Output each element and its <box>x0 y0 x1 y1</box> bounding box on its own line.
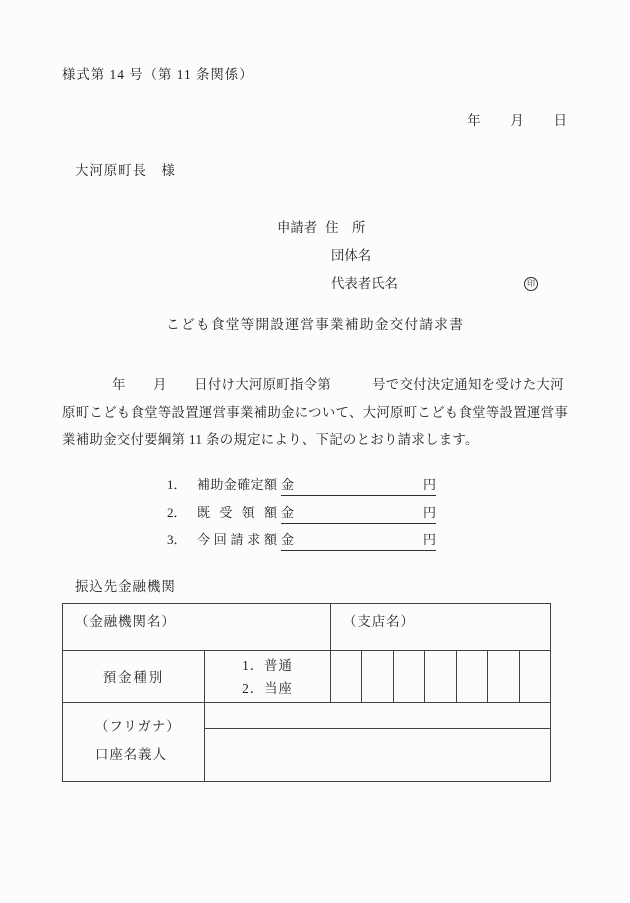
amount-suffix: 円 <box>422 504 436 520</box>
bank-table <box>62 603 551 782</box>
bank-name-row <box>63 604 550 651</box>
deposit-option-ordinary: 1．普通 <box>242 657 293 673</box>
applicant-address-row <box>277 214 577 242</box>
item-number: 1． <box>167 477 187 492</box>
amount-blank <box>281 529 436 551</box>
account-number-box <box>456 651 487 702</box>
body-paragraph <box>62 371 568 454</box>
item-label: 既受領額 <box>197 504 277 520</box>
amount-prefix: 金 <box>281 504 295 520</box>
amount-blank <box>281 474 436 496</box>
amount-suffix: 円 <box>422 532 436 548</box>
branch-name-cell: （支店名） <box>343 614 415 629</box>
item-label: 今回請求額 <box>197 532 277 548</box>
account-number-box <box>487 651 518 702</box>
furigana-blank-area <box>205 703 550 729</box>
bank-section-label: 振込先金融機関 <box>75 579 176 594</box>
date-line: 年 月 日 <box>467 113 568 128</box>
body-line-1: 年 月 日付け大河原町指令第 号で交付決定通知を受けた大河 <box>112 377 564 392</box>
claim-item-2 <box>167 502 436 530</box>
deposit-options <box>205 651 331 702</box>
body-line-3: 業補助金交付要綱第 11 条の規定により、下記のとおり請求します。 <box>62 432 479 448</box>
holder-row <box>63 703 550 781</box>
account-number-box <box>331 651 361 702</box>
amount-suffix: 円 <box>422 477 436 492</box>
seal-icon: 印 <box>524 277 538 291</box>
applicant-block <box>277 214 577 298</box>
applicant-label: 申請者 <box>277 220 318 235</box>
deposit-option-current: 2．当座 <box>242 680 293 696</box>
representative-row <box>277 270 577 298</box>
item-number: 2． <box>167 504 187 520</box>
claim-item-3 <box>167 529 436 557</box>
account-number-boxes <box>331 651 550 702</box>
furigana-label: （フリガナ） <box>95 719 181 734</box>
representative-label: 代表者氏名 <box>331 276 398 291</box>
deposit-row <box>63 651 550 703</box>
account-number-box <box>393 651 424 702</box>
organization-row <box>277 242 577 270</box>
account-number-box <box>519 651 550 702</box>
bank-name-cell: （金融機関名） <box>63 604 331 650</box>
claim-list <box>167 474 436 557</box>
form-title: こども食堂等開設運営事業補助金交付請求書 <box>166 317 464 332</box>
amount-prefix: 金 <box>281 532 295 548</box>
organization-label: 団体名 <box>331 248 372 263</box>
item-number: 3． <box>167 532 187 548</box>
amount-prefix: 金 <box>281 477 295 492</box>
holder-blank-area <box>205 729 550 781</box>
addressee: 大河原町長 様 <box>75 163 176 178</box>
form-number: 様式第 14 号（第 11 条関係） <box>62 67 254 82</box>
holder-label-cell <box>63 703 205 781</box>
account-holder-label: 口座名義人 <box>95 747 167 762</box>
amount-blank <box>281 502 436 524</box>
item-label: 補助金確定額 <box>197 477 277 492</box>
body-line-2: 原町こども食堂等設置運営事業補助金について、大河原町こども食堂等設置運営事 <box>62 404 569 420</box>
deposit-type-label: 預金種別 <box>63 651 205 702</box>
account-number-box <box>361 651 392 702</box>
account-number-box <box>424 651 455 702</box>
claim-item-1 <box>167 474 436 502</box>
holder-input-cell <box>205 703 550 781</box>
address-label: 住 所 <box>325 220 366 235</box>
